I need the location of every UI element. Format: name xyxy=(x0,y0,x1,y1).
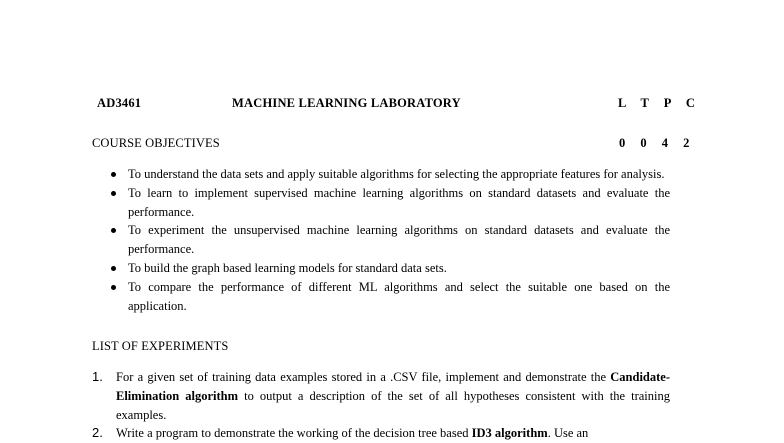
list-item xyxy=(92,368,670,424)
objective-text: To compare the performance of different ML algorithms and select the suitable one based on the application. xyxy=(128,279,670,313)
experiment-text: Write a program to demonstrate the working of the decision tree based xyxy=(116,426,472,441)
list-item xyxy=(92,424,670,443)
objective-text: To build the graph based learning models for standard data sets. xyxy=(128,260,447,275)
course-title: MACHINE LEARNING LABORATORY xyxy=(232,96,461,110)
experiments-list xyxy=(92,368,670,443)
list-item xyxy=(108,278,670,316)
ltpc-label: L T P C xyxy=(618,96,701,110)
experiment-text: to output a description of the set of all hypotheses consistent with the training examples. xyxy=(116,388,670,422)
objective-text: To experiment the unsupervised machine learning algorithms on standard datasets and evaluate the performance. xyxy=(128,223,670,257)
experiment-text: For a given set of training data examples stored in a .CSV file, implement and demonstrate the xyxy=(116,370,611,384)
bullet-icon xyxy=(111,228,116,233)
experiment-text: . Use an xyxy=(547,426,589,441)
list-item xyxy=(108,221,670,259)
bullet-icon xyxy=(111,191,116,196)
list-item xyxy=(108,184,670,222)
experiment-number: 1. xyxy=(92,369,103,384)
ltpc-values: 0 0 4 2 xyxy=(619,136,696,150)
objective-text: To understand the data sets and apply suitable algorithms for selecting the appropriate features for analysis. xyxy=(128,167,665,181)
experiments-heading: LIST OF EXPERIMENTS xyxy=(92,339,229,353)
objective-text: To learn to implement supervised machine learning algorithms on standard datasets and evaluate the performance. xyxy=(128,185,670,219)
course-code: AD3461 xyxy=(97,96,142,110)
objectives-list xyxy=(108,165,670,315)
bullet-icon xyxy=(111,172,116,177)
bullet-icon xyxy=(111,285,116,290)
list-item xyxy=(108,165,670,184)
experiment-number: 2. xyxy=(92,425,103,441)
algorithm-name: ID3 algorithm xyxy=(471,426,548,441)
bullet-icon xyxy=(111,266,116,271)
algorithm-name: Candidate-Elimination algorithm xyxy=(116,370,670,403)
objectives-heading: COURSE OBJECTIVES xyxy=(92,136,220,150)
list-item xyxy=(108,259,670,278)
